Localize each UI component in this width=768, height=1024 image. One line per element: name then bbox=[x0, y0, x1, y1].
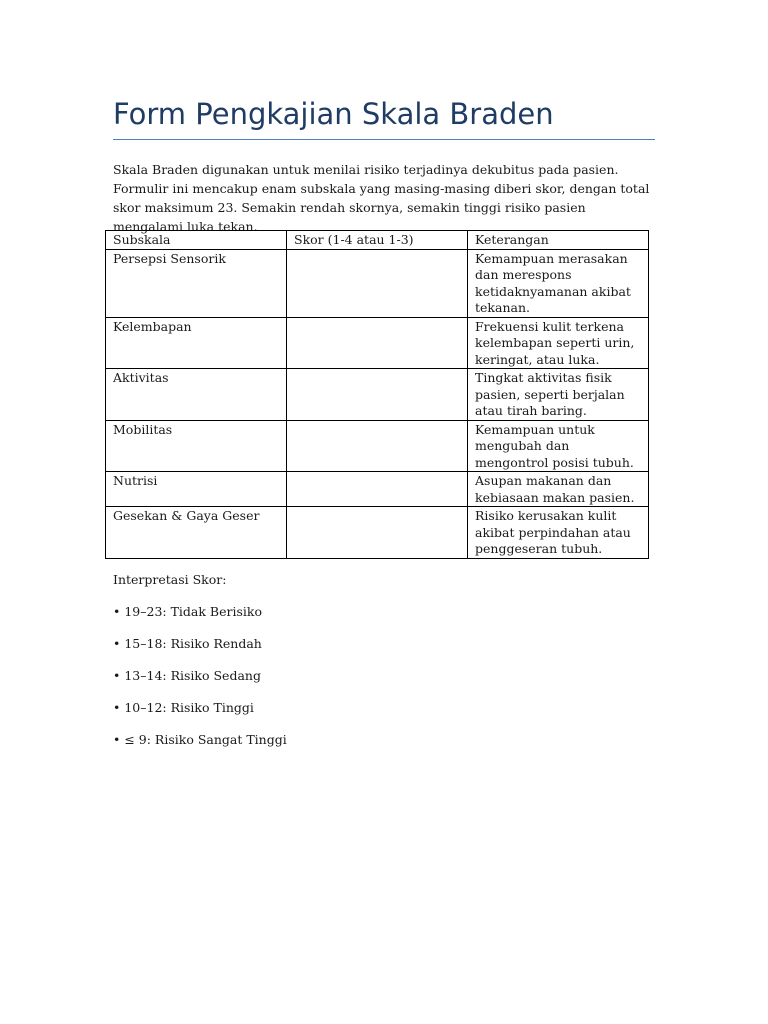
intro-paragraph: Skala Braden digunakan untuk menilai risiko terjadinya dekubitus pada pasien. Formulir ini mencakup enam subskala yang masing-masing diberi skor, dengan total skor maksimum 23. Semakin rendah skornya, semakin tinggi risiko pasien mengalami luka tekan. bbox=[113, 162, 650, 234]
note-cell: Risiko kerusakan kulit akibat perpindahan atau penggeseran tubuh. bbox=[468, 507, 649, 559]
subscale-cell: Gesekan & Gaya Geser bbox=[106, 507, 287, 559]
table-row bbox=[106, 472, 649, 507]
note-cell: Kemampuan untuk mengubah dan mengontrol posisi tubuh. bbox=[468, 420, 649, 472]
interpretation-item: • 10–12: Risiko Tinggi bbox=[113, 700, 254, 715]
table-row bbox=[106, 507, 649, 559]
subscale-cell: Nutrisi bbox=[106, 472, 287, 507]
subscale-cell: Kelembapan bbox=[106, 317, 287, 369]
score-cell[interactable] bbox=[287, 472, 468, 507]
title-underline bbox=[113, 139, 655, 140]
score-cell[interactable] bbox=[287, 317, 468, 369]
table-header-row bbox=[106, 231, 649, 250]
table-row bbox=[106, 317, 649, 369]
interpretation-item: • 13–14: Risiko Sedang bbox=[113, 668, 261, 683]
document-title: Form Pengkajian Skala Braden bbox=[113, 97, 554, 131]
note-cell: Kemampuan merasakan dan merespons ketidaknyamanan akibat tekanan. bbox=[468, 249, 649, 317]
table-row bbox=[106, 420, 649, 472]
subscale-cell: Persepsi Sensorik bbox=[106, 249, 287, 317]
note-cell: Frekuensi kulit terkena kelembapan seperti urin, keringat, atau luka. bbox=[468, 317, 649, 369]
score-cell[interactable] bbox=[287, 249, 468, 317]
interpretation-section bbox=[113, 570, 287, 762]
braden-table bbox=[105, 230, 649, 559]
subscale-cell: Mobilitas bbox=[106, 420, 287, 472]
note-cell: Tingkat aktivitas fisik pasien, seperti berjalan atau tirah baring. bbox=[468, 369, 649, 421]
score-cell[interactable] bbox=[287, 507, 468, 559]
header-score: Skor (1-4 atau 1-3) bbox=[287, 231, 468, 250]
header-note: Keterangan bbox=[468, 231, 649, 250]
interpretation-heading: Interpretasi Skor: bbox=[113, 572, 227, 587]
score-cell[interactable] bbox=[287, 369, 468, 421]
table-row bbox=[106, 369, 649, 421]
header-subscale: Subskala bbox=[106, 231, 287, 250]
note-cell: Asupan makanan dan kebiasaan makan pasien. bbox=[468, 472, 649, 507]
interpretation-item: • ≤ 9: Risiko Sangat Tinggi bbox=[113, 732, 287, 747]
interpretation-item: • 19–23: Tidak Berisiko bbox=[113, 604, 262, 619]
subscale-cell: Aktivitas bbox=[106, 369, 287, 421]
score-cell[interactable] bbox=[287, 420, 468, 472]
table-row bbox=[106, 249, 649, 317]
interpretation-item: • 15–18: Risiko Rendah bbox=[113, 636, 262, 651]
